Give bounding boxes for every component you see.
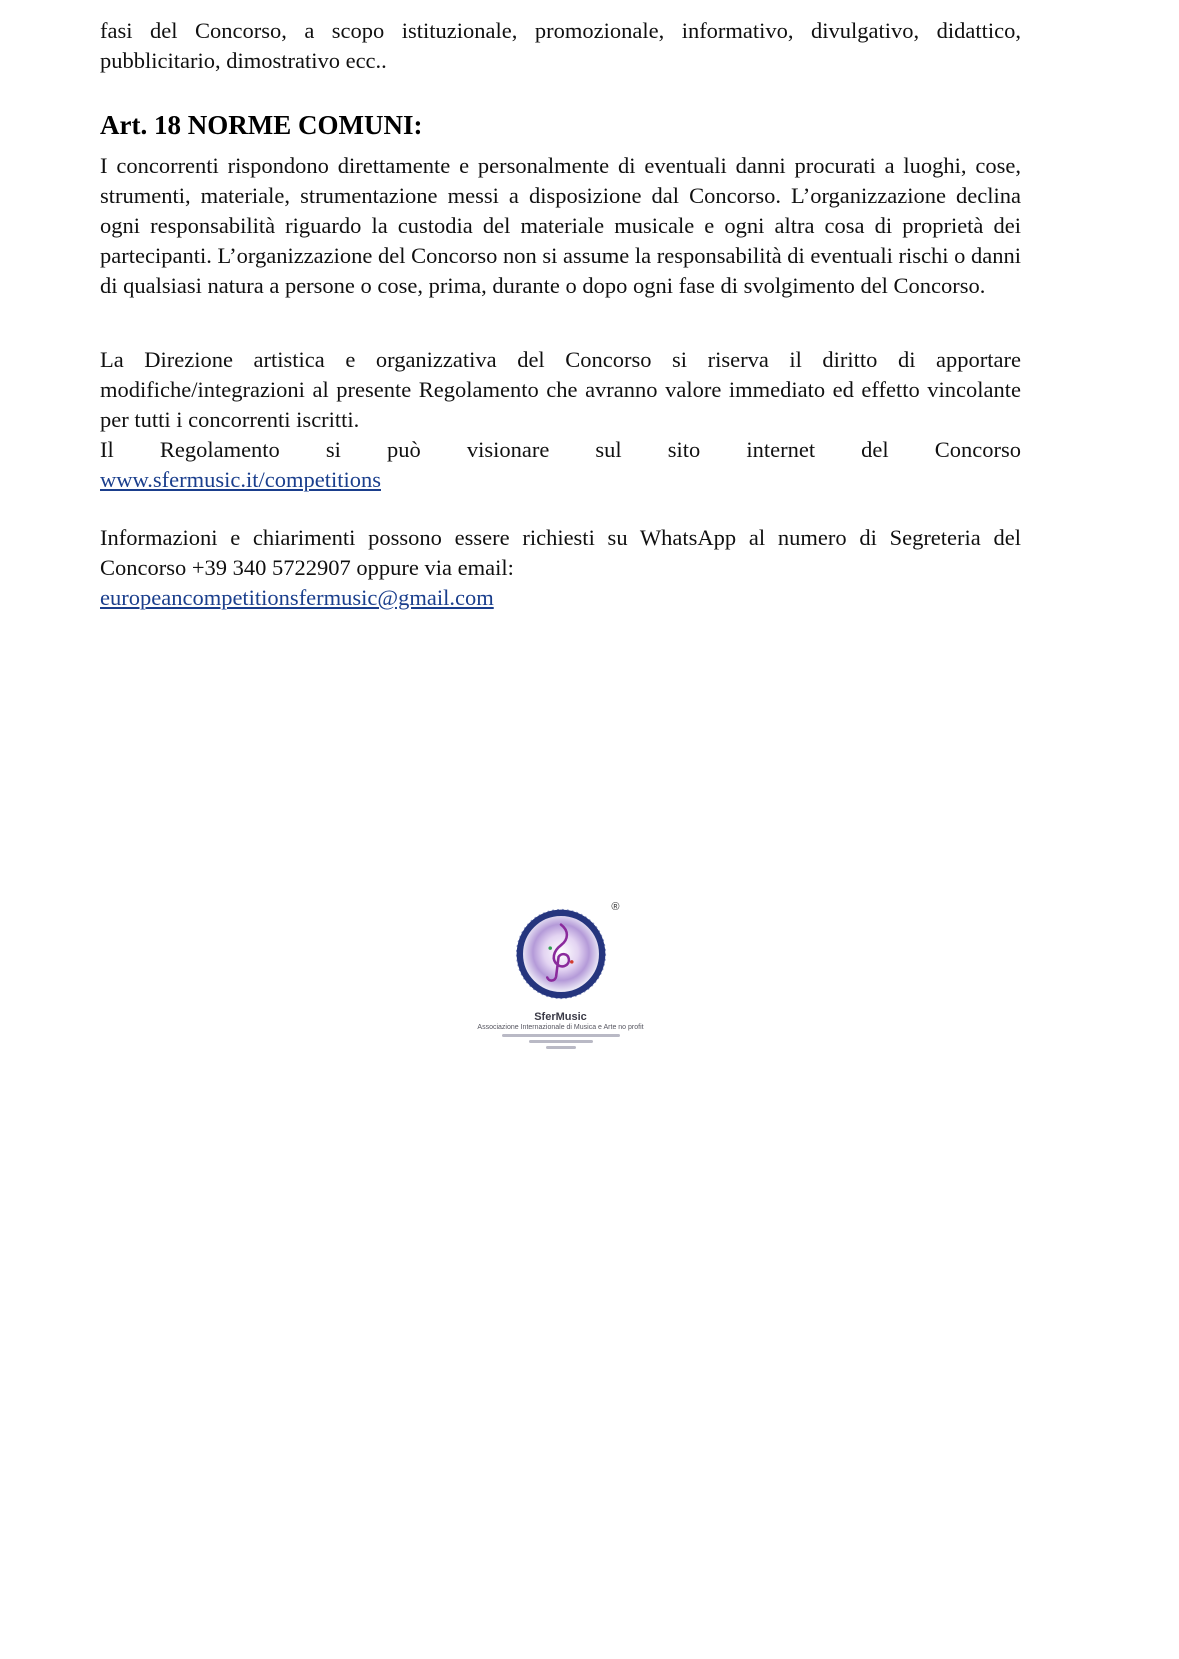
registered-trademark-symbol: ® [611, 901, 620, 913]
direzione-paragraph: La Direzione artistica e organizzativa del Concorso si riserva il diritto di apportare modifiche/integrazioni al presente Regolamento che avranno valore immediato ed effetto vincolante per tutti i concorrenti iscritti. [100, 347, 1021, 432]
continuation-paragraph: fasi del Concorso, a scopo istituzionale, promozionale, informativo, divulgativo, didattico, pubblicitario, dimostrativo ecc.. [100, 18, 1021, 73]
norme-comuni-paragraph: I concorrenti rispondono direttamente e personalmente di eventuali danni procurati a luoghi, cose, strumenti, materiale, strumentazione messi a disposizione dal Concorso. L’organizzazione declina ogni responsabilità riguardo la custodia del materiale musicale e ogni altra cosa di proprietà dei partecipanti. L’organizzazione del Concorso non si assume la responsabilità di eventuali rischi o danni di qualsiasi natura a persone o cose, prima, durante o dopo ogni fase di svolgimento del Concorso. [100, 153, 1021, 298]
info-paragraph [100, 523, 1021, 613]
logo-subtitle: Associazione Internazionale di Musica e Arte no profit [477, 1024, 644, 1031]
logo-circle [512, 901, 620, 1003]
logo-fine-print-line [529, 1040, 593, 1043]
sfermusic-logo-image [512, 905, 610, 1003]
info-text: Informazioni e chiarimenti possono essere richiesti su WhatsApp al numero di Segreteria del Concorso +39 340 5722907 oppure via email: [100, 525, 1021, 580]
website-link[interactable]: www.sfermusic.it/competitions [100, 467, 381, 492]
logo-fine-print-line [502, 1034, 620, 1037]
email-link[interactable]: europeancompetitionsfermusic@gmail.com [100, 585, 494, 610]
article-heading: Art. 18 NORME COMUNI: [100, 110, 423, 140]
regolamento-line: Il Regolamento si può visionare sul sito internet del Concorso [100, 437, 1021, 462]
logo-name: SferMusic [534, 1011, 587, 1023]
logo-fine-print-line [546, 1046, 576, 1049]
sfermusic-logo [100, 901, 1021, 1049]
website-link-line [100, 465, 1021, 495]
